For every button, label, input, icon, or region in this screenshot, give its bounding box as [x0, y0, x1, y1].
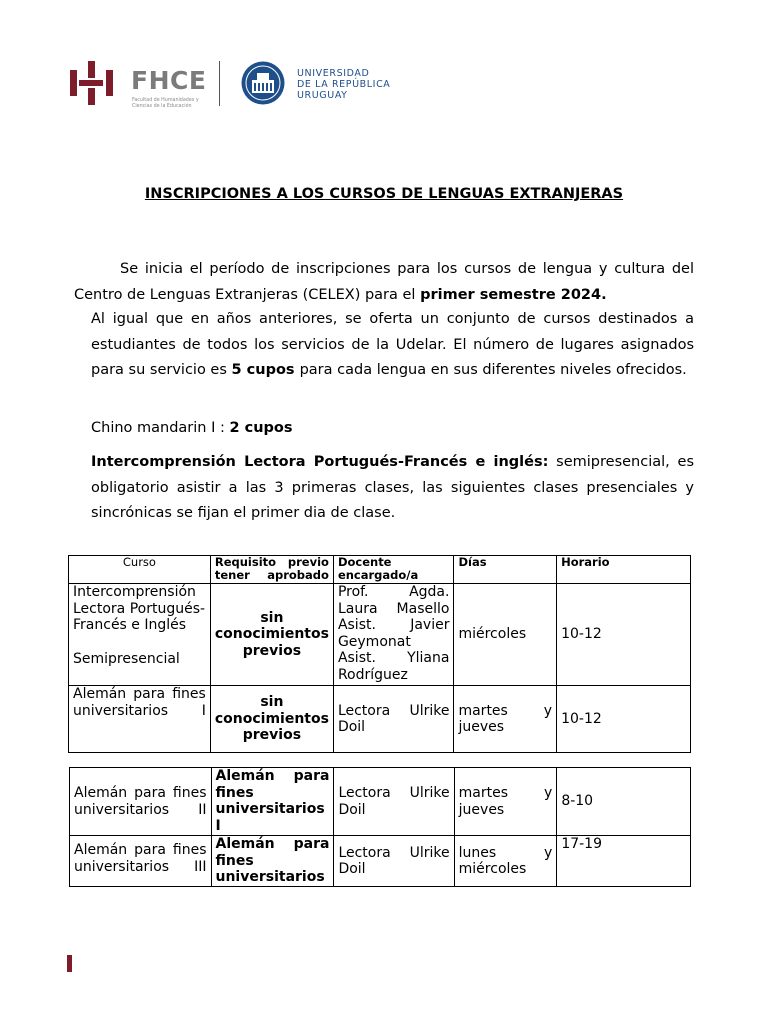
header-docente: Docente encargado/a — [333, 556, 454, 584]
table-row — [69, 584, 691, 686]
courses-table-1 — [68, 555, 691, 753]
udelar-line-2: DE LA REPÚBLICA — [297, 79, 391, 90]
cell-requisito: sin conocimientos previos — [210, 584, 333, 686]
table-row — [70, 836, 691, 887]
course-modality: Semipresencial — [73, 650, 180, 667]
chino-paragraph — [91, 416, 694, 442]
spacer — [73, 634, 206, 651]
header-curso: Curso — [69, 556, 211, 584]
udelar-line-3: URUGUAY — [297, 90, 348, 101]
fhce-logo-text: FHCE — [131, 66, 207, 95]
table-row — [69, 686, 691, 753]
cell-horario: 10-12 — [557, 584, 691, 686]
quota-text-b: para cada lengua en sus diferentes niveles ofrecidos. — [299, 362, 687, 378]
cell-curso: Alemán para fines universitarios I — [69, 686, 211, 753]
chino-quota: 2 cupos — [229, 420, 293, 436]
header-requisito: Requisito previo tener aprobado — [210, 556, 333, 584]
footer-mark — [67, 955, 72, 972]
cell-requisito: Alemán para fines universitarios — [211, 836, 334, 887]
cell-dias: miércoles — [454, 584, 557, 686]
udelar-seal-icon — [241, 61, 285, 105]
header-horario: Horario — [557, 556, 691, 584]
intro-paragraph — [74, 257, 694, 308]
courses-table-2 — [69, 767, 691, 887]
udelar-line-1: UNIVERSIDAD — [297, 68, 370, 79]
quota-count: 5 cupos — [231, 362, 300, 378]
cell-docente: Lectora Ulrike Doil — [334, 768, 454, 836]
logo-divider — [219, 61, 220, 106]
cell-dias: martes y jueves — [454, 768, 557, 836]
cell-curso: Alemán para fines universitarios II — [70, 768, 212, 836]
table-header-row — [69, 556, 691, 584]
cell-dias: martes y jueves — [454, 686, 557, 753]
quota-text-a: Al igual que en años anteriores, se oferta un conjunto de cursos destinados a estudiantes de todos los servicios de la Udelar. El número de lugares asignados para su servicio es — [91, 311, 694, 378]
intercomprension-paragraph — [91, 450, 694, 527]
cell-curso — [69, 584, 211, 686]
table-row — [70, 768, 691, 836]
intercomprension-text: semipresencial, es obligatorio asistir a las 3 primeras clases, las siguientes clases presenciales y sincrónicas se fijan el primer dia de clase. — [91, 454, 694, 521]
cell-docente: Lectora Ulrike Doil — [333, 686, 454, 753]
cell-dias: lunes y miércoles — [454, 836, 557, 887]
cell-horario: 17-19 — [557, 836, 691, 887]
chino-text: Chino mandarin I : — [91, 420, 230, 436]
cell-docente: Prof. Agda. Laura Masello Asist. Javier Geymonat Asist. Yliana Rodríguez — [333, 584, 454, 686]
quota-paragraph — [91, 307, 694, 384]
fhce-logo-subtitle: Facultad de Humanidades y Ciencias de la Educación — [132, 98, 199, 109]
fhce-logo-icon — [70, 61, 120, 105]
udelar-logo-text — [297, 68, 390, 101]
cell-horario: 8-10 — [557, 768, 691, 836]
page-title: INSCRIPCIONES A LOS CURSOS DE LENGUAS EXTRANJERAS — [144, 186, 624, 202]
header-dias: Días — [454, 556, 557, 584]
cell-docente: Lectora Ulrike Doil — [334, 836, 454, 887]
cell-requisito: sin conocimientos previos — [210, 686, 333, 753]
intercomprension-title: Intercomprensión Lectora Portugués-Francés e inglés: — [91, 454, 549, 470]
course-name: Intercomprensión Lectora Portugués-Francés e Inglés — [73, 584, 206, 633]
intro-text: Se inicia el período de inscripciones para los cursos de lengua y cultura del Centro de Lenguas Extranjeras (CELEX) para el — [74, 261, 694, 303]
cell-requisito: Alemán para fines universitarios I — [211, 768, 334, 836]
cell-curso: Alemán para fines universitarios III — [70, 836, 212, 887]
semester-text: primer semestre 2024. — [420, 286, 607, 303]
cell-horario: 10-12 — [557, 686, 691, 753]
